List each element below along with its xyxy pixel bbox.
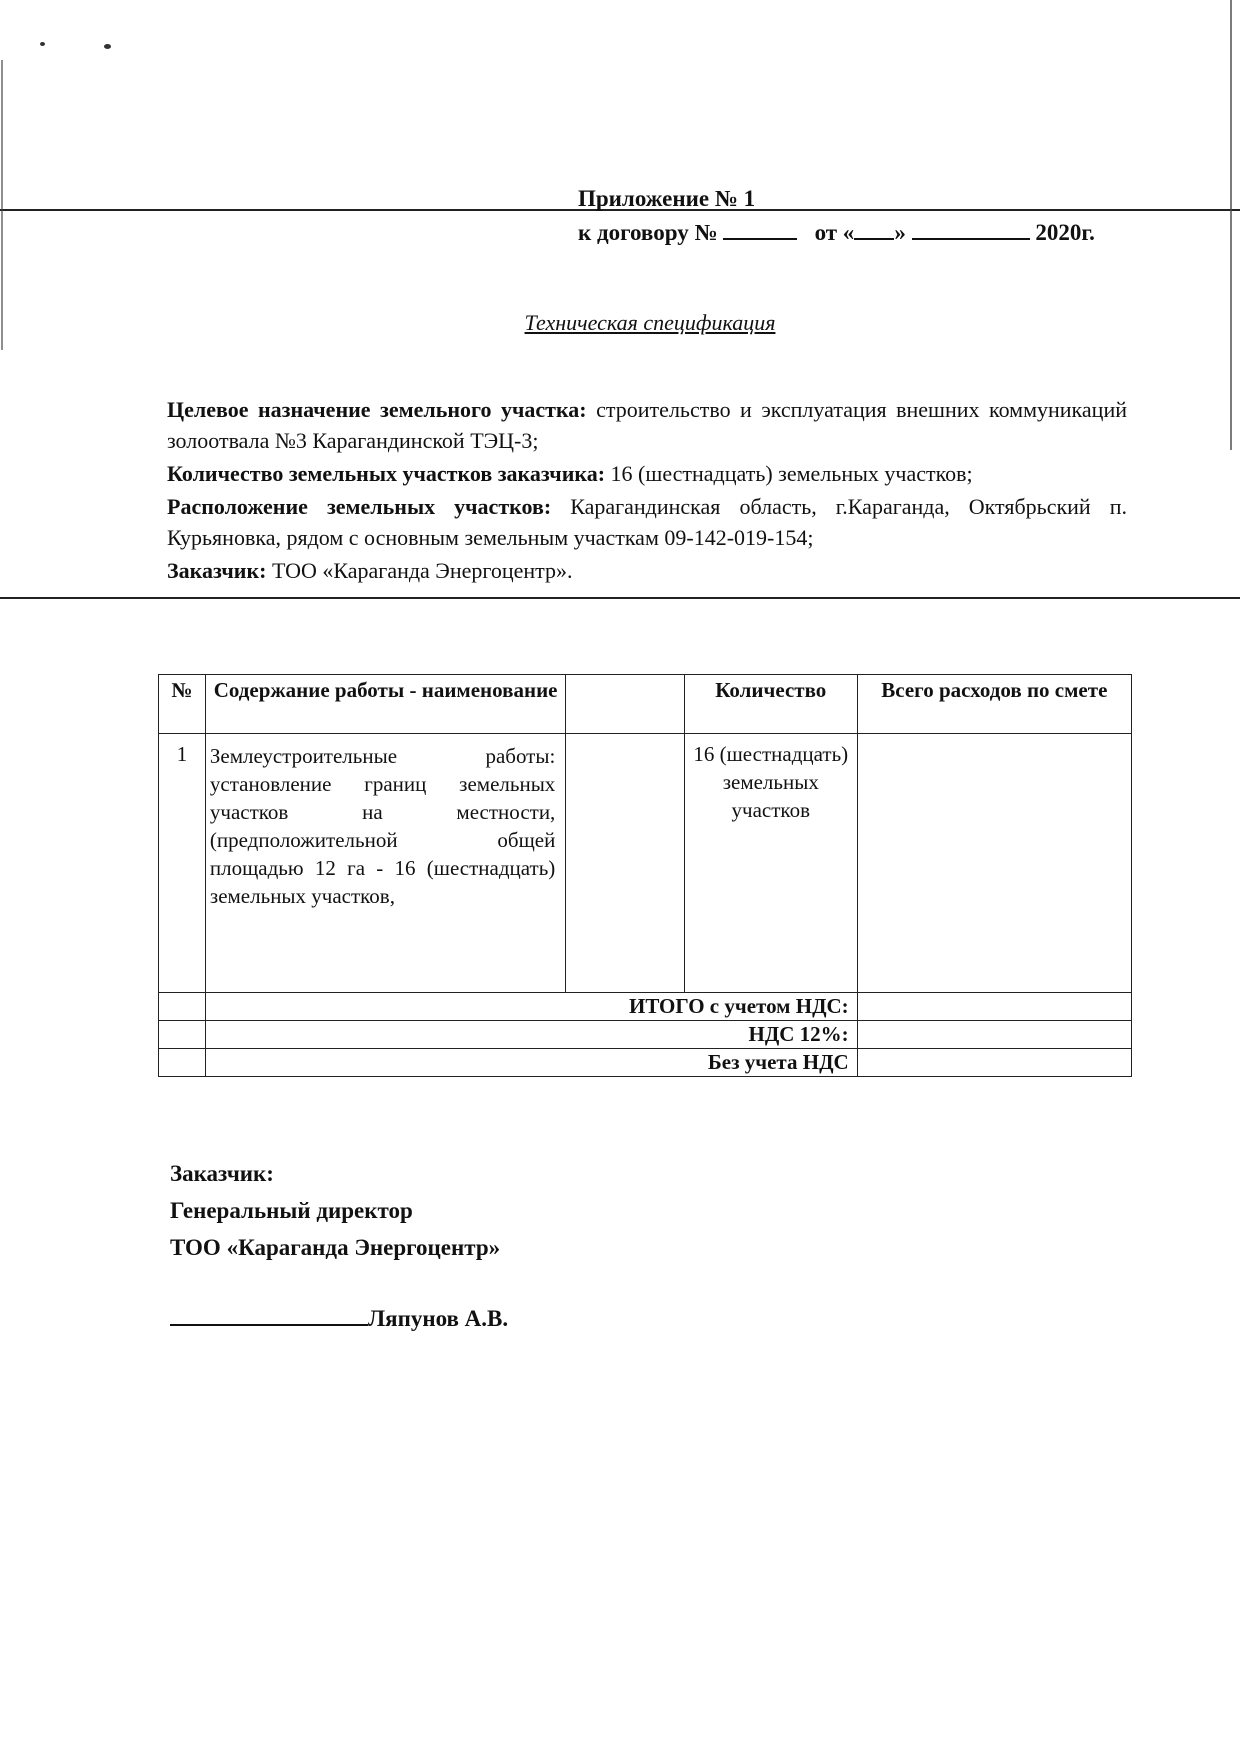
summary-row [159, 1049, 1132, 1077]
purpose-line [167, 394, 1127, 456]
year-label: 2020г. [1035, 220, 1095, 245]
appendix-header [578, 182, 1095, 250]
row-quantity: 16 (шестнадцать) земельных участков [684, 734, 857, 993]
summary-num [159, 1049, 206, 1077]
date-month-blank[interactable] [912, 220, 1030, 240]
header-quantity: Количество [684, 675, 857, 734]
specification-table [158, 674, 1132, 1077]
date-close-quote: » [894, 220, 906, 245]
row-blank [566, 734, 685, 993]
right-edge-mark [1230, 0, 1232, 450]
signature-role: Заказчик: [170, 1161, 274, 1186]
summary-value-no-vat[interactable] [857, 1049, 1131, 1077]
summary-num [159, 993, 206, 1021]
summary-label-total: ИТОГО с учетом НДС: [205, 993, 857, 1021]
header-name: Содержание работы - наименование [205, 675, 565, 734]
row-num: 1 [159, 734, 206, 993]
date-from-label: от « [814, 220, 855, 245]
table-row [159, 734, 1132, 993]
location-line [167, 491, 1127, 553]
summary-label-no-vat: Без учета НДС [205, 1049, 857, 1077]
row-total[interactable] [857, 734, 1131, 993]
appendix-label: Приложение № 1 [578, 186, 756, 211]
contract-line [578, 216, 1095, 250]
middle-scan-line [0, 597, 1240, 599]
signature-company: ТОО «Караганда Энергоцентр» [170, 1235, 501, 1260]
signature-name: Ляпунов А.В. [368, 1306, 509, 1331]
purpose-value: строительство и эксплуатация внешних коммуникаций золоотвала №3 Карагандинской ТЭЦ-3; [167, 397, 1128, 453]
summary-row [159, 1021, 1132, 1049]
summary-value-vat[interactable] [857, 1021, 1131, 1049]
header-total: Всего расходов по смете [857, 675, 1131, 734]
summary-label-vat: НДС 12%: [205, 1021, 857, 1049]
summary-row [159, 993, 1132, 1021]
table-header-row [159, 675, 1132, 734]
summary-value-total[interactable] [857, 993, 1131, 1021]
location-value: Карагандинская область, г.Караганда, Октябрьский п. Курьяновка, рядом с основным земельным участкам 09-142-019-154; [167, 494, 1127, 550]
purpose-label: Целевое назначение земельного участка: [167, 397, 587, 422]
header-num: № [159, 675, 206, 734]
scan-speck [40, 42, 45, 46]
contract-number-blank[interactable] [723, 220, 797, 240]
header-blank [566, 675, 685, 734]
document-title: Техническая спецификация [524, 310, 776, 335]
signature-line [170, 1302, 508, 1333]
row-name: Землеустроительные работы: установление границ земельных участков на местности, (предположительной общей площадью 12 га - 16 (шестнадцать) земельных участков, [205, 734, 565, 993]
location-label: Расположение земельных участков: [167, 494, 552, 519]
info-block [167, 394, 1127, 586]
customer-value: ТОО «Караганда Энергоцентр». [271, 558, 573, 583]
scan-speck [104, 44, 111, 49]
count-value: 16 (шестнадцать) земельных участков; [610, 461, 973, 486]
signature-block [170, 1155, 500, 1266]
customer-label: Заказчик: [167, 558, 267, 583]
count-line [167, 458, 1127, 489]
summary-num [159, 1021, 206, 1049]
date-day-blank[interactable] [854, 220, 894, 240]
left-edge-mark [1, 60, 3, 350]
count-label: Количество земельных участков заказчика: [167, 461, 606, 486]
contract-prefix: к договору № [578, 220, 718, 245]
signature-blank[interactable] [170, 1302, 368, 1326]
signature-position: Генеральный директор [170, 1198, 413, 1223]
customer-line [167, 555, 1127, 586]
